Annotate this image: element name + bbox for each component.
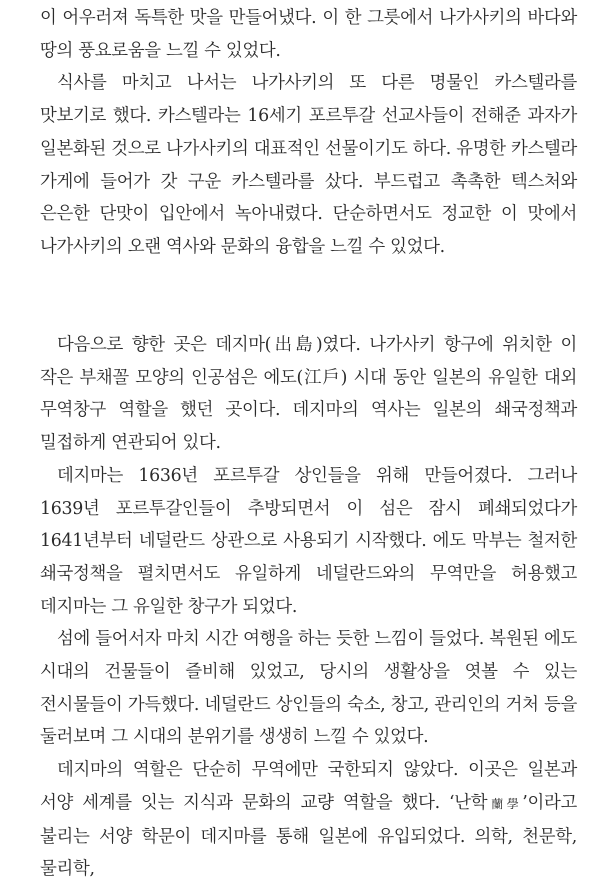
paragraph-ramen-ending: 이 어우러져 독특한 맛을 만들어냈다. 이 한 그릇에서 나가사키의 바다와 땅의 풍요로움을 느낄 수 있었다. <box>40 8 577 61</box>
paragraph-dejima-role <box>40 754 577 886</box>
paragraph-dejima-intro: 다음으로 향한 곳은 데지마(出島)였다. 나가사키 항구에 위치한 이 작은 부채꼴 모양의 인공섬은 에도(江戶) 시대 동안 일본의 유일한 대외 무역창구 역할을 했던 곳이다. 데지마의 역사는 일본의 쇄국정책과 밀접하게 연관되어 있다. <box>40 335 577 454</box>
paragraph-text-part: 데지마의 역할은 단순히 무역에만 국한되지 않았다. 이곳은 일본과 서양 세계를 잇는 지식과 문화의 교량 역할을 했다. ‘난학 <box>40 760 577 813</box>
hanja-annotation: 蘭學 <box>487 796 523 811</box>
paragraph-castella: 식사를 마치고 나서는 나가사키의 또 다른 명물인 카스텔라를 맛보기로 했다. 카스텔라는 16세기 포르투갈 선교사들이 전해준 과자가 일본화된 것으로 나가사키의 대표적인 선물이기도 하다. 유명한 카스텔라 가게에 들어가 갓 구운 카스텔라를 샀다. 부드럽고 촉촉한 텍스처와 은은한 단맛이 입안에서 녹아내렸다. 단순하면서도 정교한 이 맛에서 나가사키의 오랜 역사와 문화의 융합을 느낄 수 있었다. <box>40 73 577 257</box>
paragraph-dejima-visit: 섬에 들어서자 마치 시간 여행을 하는 듯한 느낌이 들었다. 복원된 에도 시대의 건물들이 즐비해 있었고, 당시의 생활상을 엿볼 수 있는 전시물들이 가득했다. 네덜란드 상인들의 숙소, 창고, 관리인의 거처 등을 둘러보며 그 시대의 분위기를 생생히 느낄 수 있었다. <box>40 629 577 748</box>
paragraph-text-part: ’이라고 불리는 서양 학문이 데지마를 통해 일본에 유입되었다. 의학, 천문학, 물리학, <box>40 792 577 880</box>
document-page <box>40 2 577 886</box>
paragraph-dejima-history: 데지마는 1636년 포르투갈 상인들을 위해 만들어졌다. 그러나 1639년 포르투갈인들이 추방되면서 이 섬은 잠시 폐쇄되었다가 1641년부터 네덜란드 상관으로 사용되기 시작했다. 에도 막부는 철저한 쇄국정책을 펼치면서도 유일하게 네덜란드와의 무역만을 허용했고 데지마는 그 유일한 창구가 되었다. <box>40 465 577 617</box>
